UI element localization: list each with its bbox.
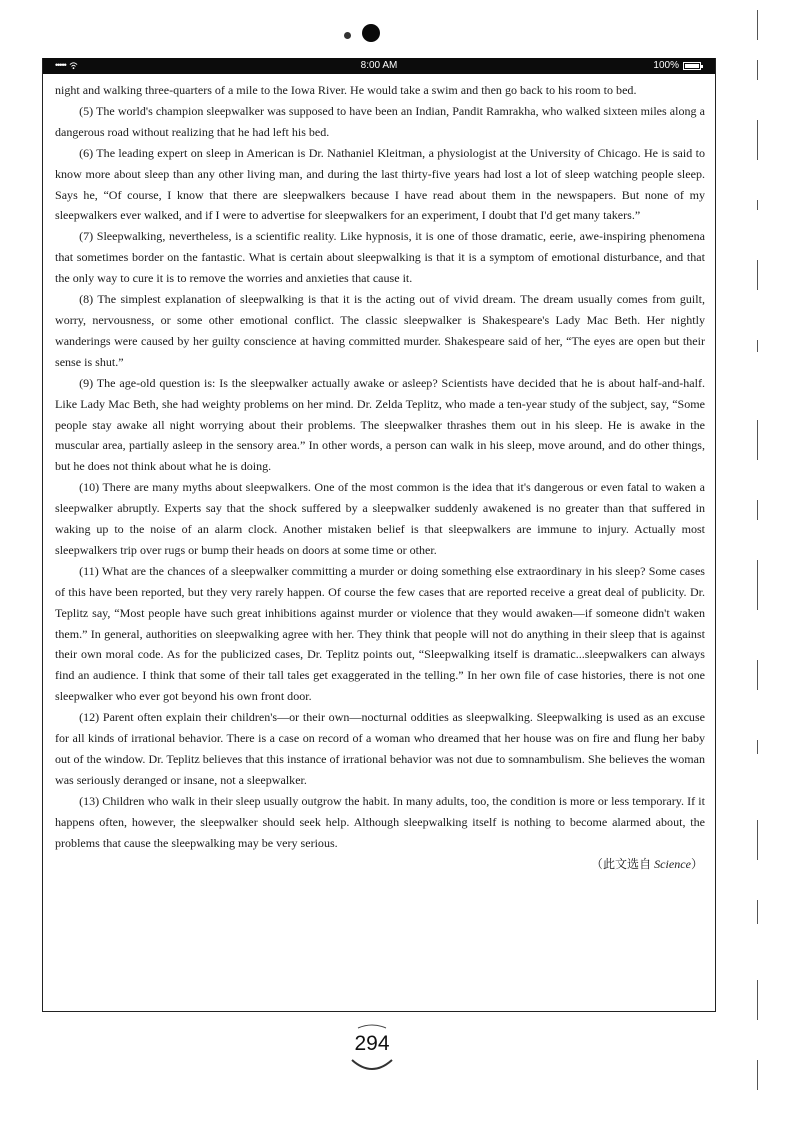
- device-frame: [42, 58, 716, 1012]
- source-note-title: Science: [654, 856, 691, 871]
- paragraph-continued: night and walking three-quarters of a mile to the Iowa River. He would take a swim and then go back to his room to bed.: [55, 83, 637, 97]
- paragraph-10: (10) There are many myths about sleepwalkers. One of the most common is the idea that it's dangerous or even fatal to waken a sleepwalker abruptly. Experts say that the shock suffered by a sleepwalker suddenly awakened is no greater than that suffered in waking up to the noise of an alarm clock. Another mistaken belief is that sleepwalkers are immune to injury. Actually most sleepwalkers trip over rugs or bump their heads on doors at some time or other.: [55, 480, 705, 557]
- status-right: [653, 60, 701, 71]
- right-margin-marks: [757, 0, 758, 1131]
- source-note: [55, 854, 705, 875]
- source-note-suffix: ）: [690, 856, 703, 871]
- page-number-block: [342, 1020, 402, 1080]
- source-note-prefix: （此文选自: [590, 856, 655, 871]
- article-body: [55, 80, 705, 874]
- paragraph-5: (5) The world's champion sleepwalker was supposed to have been an Indian, Pandit Ramrakha, who walked sixteen miles along a dangerous road without realizing that he had left his bed.: [55, 103, 705, 139]
- paragraph-7: (7) Sleepwalking, nevertheless, is a scientific reality. Like hypnosis, it is one of those dramatic, eerie, awe-inspiring phenomena that sometimes border on the fantastic. What is certain about sleepwalking is that it is a symptom of emotional disturbance, and that the only way to cure it is to remove the worries and anxieties that cause it.: [55, 229, 705, 286]
- battery-percent: 100%: [653, 60, 679, 71]
- status-time: 8:00 AM: [360, 60, 398, 71]
- ornament-big-dot: [362, 24, 380, 42]
- paragraph-8: (8) The simplest explanation of sleepwalking is that it is the acting out of vivid dream. The dream usually comes from guilt, worry, nervousness, or some other emotional conflict. The classic sleepwalker is Shakespeare's Lady Mac Beth. Her nightly wanderings were caused by her guilty conscience at having committed murder. Shakespeare said of her, “The eyes are open but their sense is shut.”: [55, 292, 705, 369]
- page-number: 294: [354, 1032, 390, 1055]
- paragraph-6: (6) The leading expert on sleep in American is Dr. Nathaniel Kleitman, a physiologist at the University of Chicago. He is said to know more about sleep than any other living man, and during the last thirty-five years had lost a lot of sleep watching people sleep. Says he, “Of course, I know that there are sleepwalkers because I have read about them in the newspapers. But none of my sleepwalkers ever walked, and if I were to advertise for sleepwalkers for an experiment, I doubt that I'd get many takers.”: [55, 145, 705, 223]
- paragraph-9: (9) The age-old question is: Is the sleepwalker actually awake or asleep? Scientists have decided that he is about half-and-half. Like Lady Mac Beth, she had weighty problems on her mind. Dr. Zelda Teplitz, who made a ten-year study of the subject, say, “Some people stay awake all night worrying about their problems. The sleepwalker thrashes them out in his sleep. He is awake in the muscular area, partially asleep in the sensory area.” In other words, a person can walk in his sleep, move around, and do other things, but he does not think about what he is doing.: [55, 375, 705, 474]
- paragraph-12: (12) Parent often explain their children's—or their own—nocturnal oddities as sleepwalking. Sleepwalking is used as an excuse for all kinds of irrational behavior. There is a case on record of a woman who dreamed that her house was on fire and flung her baby out of the window. Dr. Teplitz believes that this instance of irrational behavior was not due to somnambulism. She believes the woman was seriously deranged or insane, not a sleepwalker.: [55, 710, 705, 787]
- status-bar: [43, 58, 715, 74]
- paragraph-13: (13) Children who walk in their sleep usually outgrow the habit. In many adults, too, the condition is more or less temporary. If it happens often, however, the sleepwalker should seek help. Although sleepwalking itself is nothing to become alarmed about, the problems that cause the sleepwalking may be very serious.: [55, 793, 705, 850]
- ornament-small-dot: [344, 32, 351, 39]
- top-ornament: [344, 24, 384, 46]
- battery-icon: [683, 62, 701, 70]
- signal-icon: •••••: [55, 60, 66, 70]
- paragraph-11: (11) What are the chances of a sleepwalker committing a murder or doing something else extraordinary in his sleep? Some cases of this have been reported, but they very rarely happen. Of course the few cases that are reported receive a great deal of publicity. Dr. Teplitz say, “Most people have such great inhibitions against murder or violence that they would awaken—if someone didn't waken them.” In general, authorities on sleepwalking agree with her. They think that people will not do anything in their sleep that is against their own moral code. As for the publicized cases, Dr. Teplitz points out, “Sleepwalking itself is dramatic...sleepwalkers can always find an audience. I think that some of their tall tales get exaggerated in the telling.” In her own file of case histories, there is not one sleepwalker who ever got beyond his own front door.: [55, 563, 705, 704]
